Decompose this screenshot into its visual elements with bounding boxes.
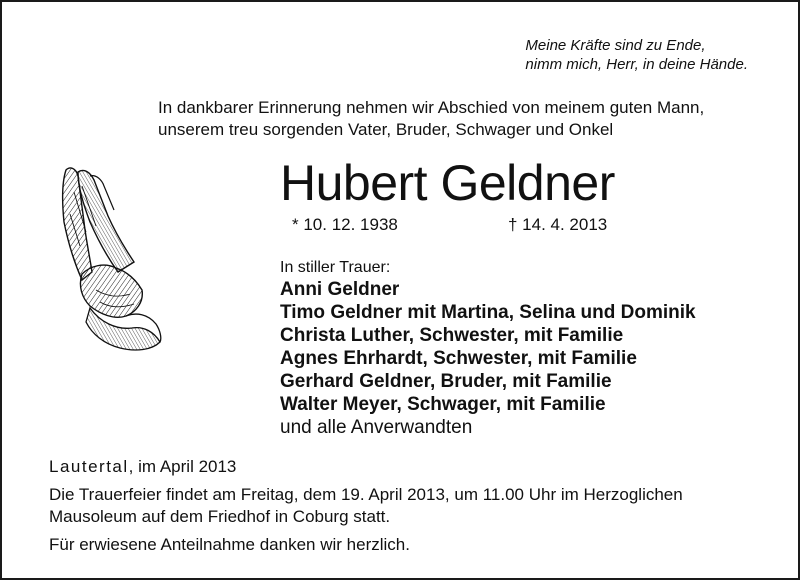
motto-line-1: Meine Kräfte sind zu Ende, xyxy=(525,37,706,54)
mourners-lead: In stiller Trauer: xyxy=(280,259,391,276)
intro-line-2: unserem treu sorgenden Vater, Bruder, Schwager und Onkel xyxy=(158,120,614,139)
motto-verse xyxy=(525,36,748,74)
notice-date: , im April 2013 xyxy=(128,457,237,476)
funeral-line-2: Mausoleum auf dem Friedhof in Coburg statt. xyxy=(49,507,391,526)
mourner-name: Christa Luther, Schwester, mit Familie xyxy=(280,325,624,346)
mourner-name: Anni Geldner xyxy=(280,279,400,300)
mourner-name: Walter Meyer, Schwager, mit Familie xyxy=(280,394,606,415)
mourners-list xyxy=(280,278,696,416)
thanks-line: Für erwiesene Anteilnahme danken wir herzlich. xyxy=(49,535,410,554)
mourners-tail: und alle Anverwandten xyxy=(280,417,473,438)
place-date-line xyxy=(49,456,683,478)
mourner-name: Agnes Ehrhardt, Schwester, mit Familie xyxy=(280,348,637,369)
motto-line-2: nimm mich, Herr, in deine Hände. xyxy=(525,56,748,73)
mourner-name: Gerhard Geldner, Bruder, mit Familie xyxy=(280,371,612,392)
intro-text xyxy=(158,97,704,141)
birth-date: * 10. 12. 1938 xyxy=(292,215,398,234)
footer-text xyxy=(49,456,683,556)
mourners-block xyxy=(280,258,696,440)
funeral-line-1: Die Trauerfeier findet am Freitag, dem 19. April 2013, um 11.00 Uhr im Herzoglichen xyxy=(49,485,683,504)
place-name: Lautertal xyxy=(49,457,129,476)
deceased-name: Hubert Geldner xyxy=(280,155,615,211)
mourner-name: Timo Geldner mit Martina, Selina und Dominik xyxy=(280,302,696,323)
intro-line-1: In dankbarer Erinnerung nehmen wir Abschied von meinem guten Mann, xyxy=(158,98,705,117)
death-date: † 14. 4. 2013 xyxy=(508,215,608,234)
praying-hands-icon xyxy=(56,162,168,354)
